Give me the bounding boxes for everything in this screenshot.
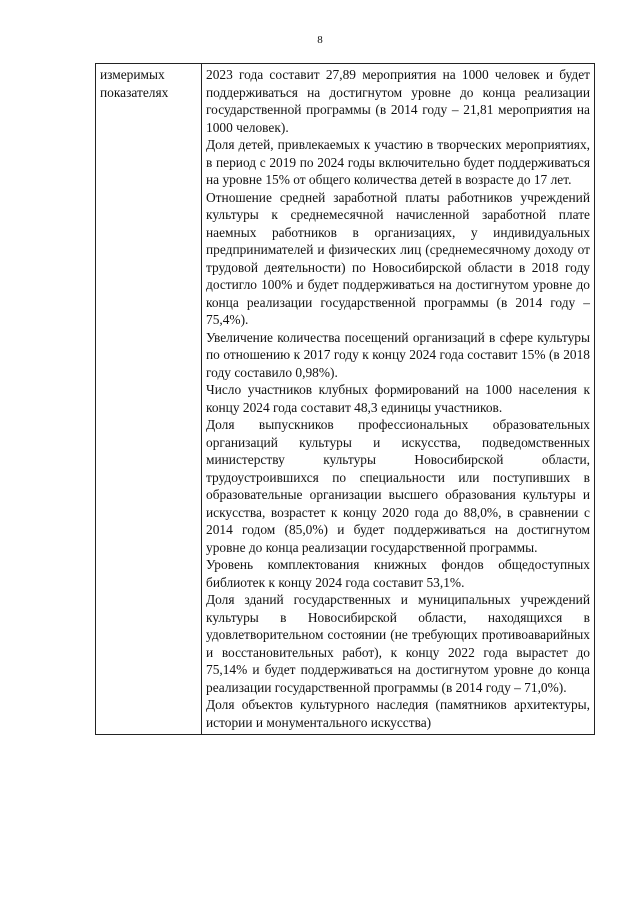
paragraph: Доля детей, привлекаемых к участию в творческих мероприятиях, в период с 2019 по 2024 годы включительно будет поддерживаться на уровне 15% от общего количества детей в возрасте до 17 лет. [206,137,590,187]
table-row [96,64,595,735]
paragraph: Число участников клубных формирований на 1000 населения к концу 2024 года составит 48,3 единицы участников. [206,382,590,415]
paragraph: Доля объектов культурного наследия (памятников архитектуры, истории и монументального искусства) [206,697,590,730]
paragraph: 2023 года составит 27,89 мероприятия на 1000 человек и будет поддерживаться на достигнутом уровне до конца реализации государственной программы (в 2014 году – 21,81 мероприятия на 1000 человек). [206,67,590,135]
table-cell-label [96,64,202,735]
document-table [95,63,595,735]
label-line: показателях [100,84,169,100]
label-line: измеримых [100,67,165,82]
paragraph: Доля выпускников профессиональных образовательных организаций культуры и искусства, подведомственных министерству культуры Новосибирской области, трудоустроившихся по специальности или поступивших в образовательные организации высшего образования культуры и искусства, возрастет к концу 2020 года до 88,0%, в сравнении с 2014 годом (85,0%) и будет поддерживаться на достигнутом уровне до конца реализации государственной программы. [206,417,590,555]
paragraph: Увеличение количества посещений организаций в сфере культуры по отношению к 2017 году к концу 2024 года составит 15% (в 2018 году составило 0,98%). [206,329,590,380]
paragraph: Отношение средней заработной платы работников учреждений культуры к среднемесячной начисленной заработной плате наемных работников в организациях, у индивидуальных предпринимателей и физических лиц (среднемесячному доходу от трудовой деятельности) по Новосибирской области в 2018 году достигло 100% и будет поддерживаться на достигнутом уровне до конца реализации государственной программы (в 2014 году – 75,4%). [206,189,590,327]
table-cell-content [202,64,595,735]
paragraph: Уровень комплектования книжных фондов общедоступных библиотек к концу 2024 года составит 53,1%. [206,557,590,590]
paragraph: Доля зданий государственных и муниципальных учреждений культуры в Новосибирской области, находящихся в удовлетворительном состоянии (не требующих противоаварийных и восстановительных работ), к концу 2022 года вырастет до 75,14% и будет поддерживаться на достигнутом уровне до конца реализации государственной программы (в 2014 году – 71,0%). [206,592,590,695]
page-number: 8 [317,34,323,46]
